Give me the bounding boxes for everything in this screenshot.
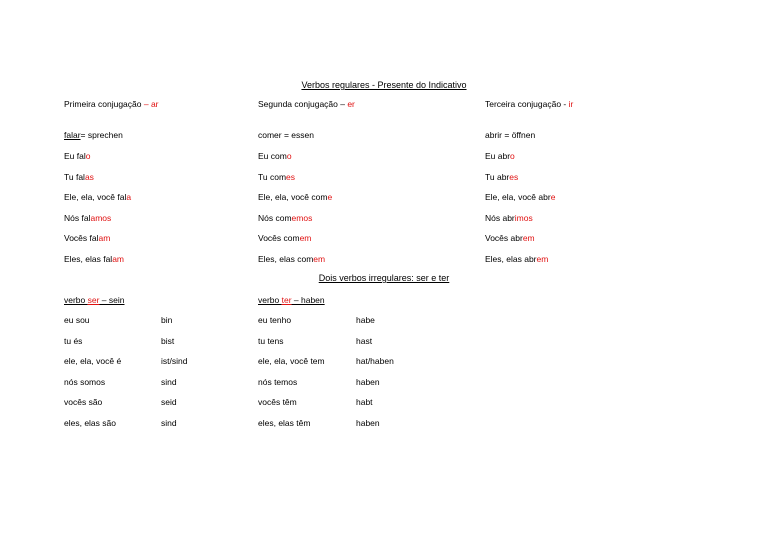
ending-text: imos [514,212,533,223]
ending-text: as [84,171,94,182]
german-form: haben [356,376,380,387]
text-run: Eu fal [64,151,86,161]
ending-text: e [550,192,556,202]
ending-text: o [286,151,292,161]
text-run: verbo [64,295,88,305]
conjugated-form [258,254,325,264]
text-run: Ele, ela, você fal [64,192,127,202]
text-run: verbo [258,295,282,305]
text-run: Ele, ela, você abr [485,192,551,202]
conjugated-form [64,254,124,264]
portuguese-form: ele, ela, você é [64,356,122,366]
ending-text: em [299,233,312,243]
text-run: falar [64,130,81,140]
text-run: Vocês fal [64,233,99,243]
text-run: Eles, elas fal [64,253,113,264]
text-run: Nós com [258,212,292,223]
ending-text: emos [291,212,313,223]
page-title: Verbos regulares - Presente do Indicativo [301,80,467,90]
ending-text: es [286,171,296,182]
text-run: Terceira conjugação - [485,99,569,109]
text-run: Eu abr [485,151,511,161]
conjugated-form [485,151,515,161]
text-run: abrir = öffnen [485,130,536,140]
conjugated-form [64,192,131,202]
ending-text: es [509,171,519,182]
ending-text: ser [87,295,100,305]
ending-text: em [536,253,549,264]
portuguese-form: vocês têm [258,397,297,407]
ending-text: – ar [143,99,159,109]
german-form: habt [356,397,373,407]
text-run: Eles, elas abr [485,253,537,264]
german-form: hat/haben [356,356,394,366]
conjugated-form [258,233,311,243]
verb-translation [64,130,123,140]
irregular-title: Dois verbos irregulares: ser e ter [318,273,450,283]
text-run: Eles, elas com [258,253,314,264]
german-form: sind [161,376,177,387]
conjugation-heading [485,99,573,109]
ending-text: er [347,99,355,109]
conjugated-form [64,172,94,182]
conjugated-form [64,213,111,223]
portuguese-form: eles, elas são [64,417,116,428]
ending-text: em [313,253,326,264]
german-form: sind [161,417,177,428]
portuguese-form: tu tens [258,335,284,346]
text-run: – haben [291,295,325,305]
text-run: Tu abr [485,171,510,182]
text-run: Eu com [258,151,287,161]
german-form: bin [161,315,173,325]
ending-text: a [126,192,132,202]
portuguese-form: nós temos [258,376,298,387]
conjugation-heading [258,99,355,109]
german-form: haben [356,417,380,428]
ending-text: ter [281,295,292,305]
ending-text: am [98,233,111,243]
german-form: habe [356,315,375,325]
portuguese-form: eu sou [64,315,90,325]
ending-text: amos [90,212,112,223]
conjugated-form [64,233,110,243]
ending-text: am [112,253,125,264]
portuguese-form: vocês são [64,397,103,407]
german-form: ist/sind [161,356,188,366]
text-run: Tu fal [64,171,85,182]
conjugated-form [485,172,518,182]
text-run: comer = essen [258,130,314,140]
text-run: Nós abr [485,212,515,223]
portuguese-form: ele, ela, você tem [258,356,325,366]
text-run: = sprechen [80,130,123,140]
portuguese-form: eu tenho [258,315,292,325]
german-form: bist [161,335,175,346]
conjugated-form [485,213,533,223]
text-run: Segunda conjugação – [258,99,348,109]
conjugated-form [258,213,312,223]
verb-translation [485,130,535,140]
german-form: seid [161,397,177,407]
text-run: Tu com [258,171,287,182]
text-run: – sein [99,295,125,305]
ending-text: o [85,151,91,161]
portuguese-form: nós somos [64,376,106,387]
conjugated-form [485,254,548,264]
ending-text: e [327,192,333,202]
conjugated-form [258,192,332,202]
portuguese-form: eles, elas têm [258,417,311,428]
ending-text: o [510,151,515,161]
conjugated-form [258,172,295,182]
text-run: Vocês com [258,233,300,243]
ending-text: em [522,233,535,243]
conjugation-heading [64,99,159,109]
conjugated-form [485,233,535,243]
text-run: Nós fal [64,212,91,223]
irregular-verb-heading [258,295,325,305]
text-run: Ele, ela, você com [258,192,328,202]
text-run: Vocês abr [485,233,523,243]
irregular-verb-heading [64,295,124,305]
text-run: Primeira conjugação [64,99,144,109]
conjugated-form [258,151,292,161]
ending-text: ir [568,99,574,109]
german-form: hast [356,335,373,346]
conjugated-form [64,151,90,161]
portuguese-form: tu és [64,335,83,346]
verb-translation [258,130,314,140]
conjugated-form [485,192,555,202]
